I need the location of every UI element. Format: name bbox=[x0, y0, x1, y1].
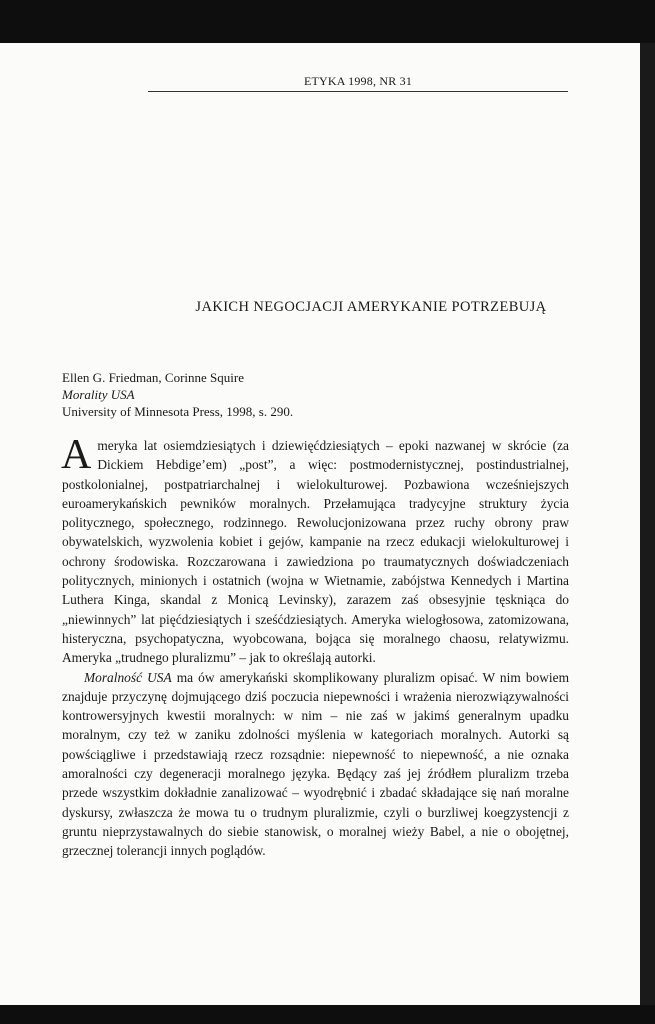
book-publisher: University of Minnesota Press, 1998, s. 290. bbox=[62, 404, 294, 419]
book-title: Morality USA bbox=[62, 387, 135, 402]
article-title: JAKICH NEGOCJACJI AMERYKANIE POTRZEBUJĄ bbox=[195, 299, 547, 315]
book-authors: Ellen G. Friedman, Corinne Squire bbox=[62, 370, 244, 385]
drop-cap: A bbox=[61, 432, 92, 478]
bibliography bbox=[62, 369, 293, 420]
paragraph-2-italic-title: Moralność USA bbox=[84, 669, 172, 685]
header-rule bbox=[148, 91, 568, 92]
article-body bbox=[61, 432, 569, 861]
paragraph-2 bbox=[62, 668, 569, 861]
paragraph-2-text: ma ów amerykański skomplikowany pluralizm opisać. W nim bowiem znajduje przyczynę dojmującego dziś poczucia niepewności i wrażenia nierozwiązywalności kontrowersyjnych kwestii moralnych: w nim – nie zaś w jakimś generalnym upadku moralnym, czy też w zaniku zdolności myślenia w kategoriach moralnych. Autorki są powściągliwe i przedstawiają rzecz rozsądnie: niepewność to niepewność, a nie oznaka amoralności czy degeneracji moralnego języka. Będący zaś jej źródłem pluralizm trzeba przede wszystkim dokładnie zanalizować – wyodrębnić i zbadać składające się nań moralne dyskursy, zwłaszcza że mowa tu o trudnym pluralizmie, czyli o burzliwej koegzystencji z gruntu nieprzystawalnych do siebie stanowisk, o moralnej wieży Babel, a nie o obojętnej, grzecznej tolerancji innych poglądów. bbox=[62, 669, 569, 859]
running-head: ETYKA 1998, NR 31 bbox=[303, 74, 413, 88]
paragraph-1 bbox=[61, 432, 569, 668]
page-edge-shadow bbox=[640, 43, 655, 1005]
paragraph-1-text: meryka lat osiemdziesiątych i dziewięćdziesiątych – epoki nazwanej w skrócie (za Dickiem Hebdige’em) „post”, a więc: postmodernistycznej, postindustrialnej, postkolonialnej, postpatriarchalnej i wielokulturowej. Pozbawiona wcześniejszych euroamerykańskich pewników moralnych. Przełamująca tradycyjne struktury życia politycznego, społecznego, rodzinnego. Rewolucjonizowana przez ruchy obrony praw obywatelskich, wyzwolenia kobiet i gejów, kampanie na rzecz edukacji wielokulturowej i ochrony środowiska. Rozczarowana i zawiedziona po traumatycznych doświadczeniach politycznych, minionych i ostatnich (wojna w Wietnamie, zabójstwa Kennedych i Martina Luthera Kinga, skandal z Monicą Levinsky), zarazem zaś obsesyjnie tęskniąca do „niewinnych” lat pięćdziesiątych i sześćdziesiątych. Ameryka wielogłosowa, zatomizowana, histeryczna, psychopatyczna, wyobcowana, bojąca się moralnego chaosu, relatywizmu. Ameryka „trudnego pluralizmu” – jak to określają autorki. bbox=[62, 438, 569, 666]
